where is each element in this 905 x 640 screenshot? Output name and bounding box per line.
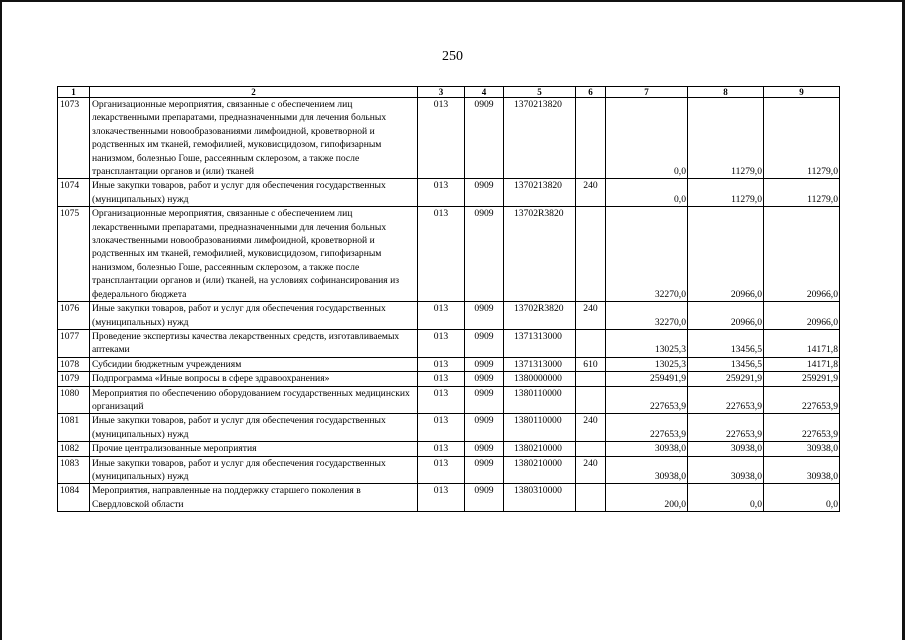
line-number-cell: 1081 [58,414,90,442]
line-number-cell: 1074 [58,179,90,207]
admin-code-cell: 013 [418,98,465,179]
col-header-1: 1 [58,87,90,98]
expense-type-cell: 240 [576,302,606,330]
col-header-2: 2 [90,87,418,98]
expense-type-cell [576,442,606,456]
table-row [58,456,840,484]
admin-code-cell: 013 [418,372,465,386]
section-code-cell: 0909 [465,179,504,207]
table-row [58,329,840,357]
target-code-cell: 13702R3820 [504,207,576,302]
table-row [58,207,840,302]
amount-col7-cell: 13025,3 [606,329,688,357]
amount-col7-cell: 32270,0 [606,207,688,302]
expense-type-cell: 240 [576,456,606,484]
admin-code-cell: 013 [418,414,465,442]
expense-type-cell [576,484,606,512]
amount-col9-cell: 227653,9 [764,386,840,414]
amount-col9-cell: 11279,0 [764,98,840,179]
expense-name-cell: Организационные мероприятия, связанные с обеспечением лиц лекарственными препаратами, предназначенными для лечения больных злокачественными новообразованиями лимфоидной, кроветворной и родственных им тканей, гемофилией, муковисцидозом, гипофизарным нанизмом, болезнью Гоше, рассеянным склерозом, а также после трансплантации органов и (или) тканей [90,98,418,179]
col-header-5: 5 [504,87,576,98]
amount-col7-cell: 0,0 [606,179,688,207]
amount-col9-cell: 30938,0 [764,442,840,456]
admin-code-cell: 013 [418,442,465,456]
target-code-cell: 1370213820 [504,179,576,207]
table-row [58,442,840,456]
expense-name-cell: Иные закупки товаров, работ и услуг для обеспечения государственных (муниципальных) нужд [90,456,418,484]
table-row [58,302,840,330]
amount-col8-cell: 13456,5 [688,329,764,357]
scan-border-left [0,0,2,640]
amount-col7-cell: 259491,9 [606,372,688,386]
admin-code-cell: 013 [418,386,465,414]
line-number-cell: 1084 [58,484,90,512]
table-row [58,484,840,512]
amount-col9-cell: 259291,9 [764,372,840,386]
target-code-cell: 1380310000 [504,484,576,512]
column-number-header [58,87,840,98]
expense-name-cell: Организационные мероприятия, связанные с обеспечением лиц лекарственными препаратами, предназначенными для лечения больных злокачественными новообразованиями лимфоидной, кроветворной и родственных им тканей, гемофилией, муковисцидозом, гипофизарным нанизмом, болезнью Гоше, рассеянным склерозом, а также после трансплантации органов и (или) тканей, на условиях софинансирования из федерального бюджета [90,207,418,302]
table-row [58,179,840,207]
section-code-cell: 0909 [465,414,504,442]
admin-code-cell: 013 [418,357,465,371]
expense-name-cell: Иные закупки товаров, работ и услуг для обеспечения государственных (муниципальных) нужд [90,302,418,330]
expense-type-cell: 240 [576,414,606,442]
section-code-cell: 0909 [465,484,504,512]
expense-name-cell: Иные закупки товаров, работ и услуг для обеспечения государственных (муниципальных) нужд [90,179,418,207]
col-header-4: 4 [465,87,504,98]
expense-type-cell [576,207,606,302]
admin-code-cell: 013 [418,207,465,302]
section-code-cell: 0909 [465,98,504,179]
col-header-9: 9 [764,87,840,98]
expense-name-cell: Подпрограмма «Иные вопросы в сфере здравоохранения» [90,372,418,386]
line-number-cell: 1080 [58,386,90,414]
table-row [58,414,840,442]
admin-code-cell: 013 [418,302,465,330]
col-header-6: 6 [576,87,606,98]
expense-name-cell: Мероприятия по обеспечению оборудованием государственных медицинских организаций [90,386,418,414]
amount-col8-cell: 11279,0 [688,98,764,179]
expense-type-cell: 610 [576,357,606,371]
amount-col8-cell: 227653,9 [688,386,764,414]
expense-name-cell: Иные закупки товаров, работ и услуг для обеспечения государственных (муниципальных) нужд [90,414,418,442]
col-header-8: 8 [688,87,764,98]
budget-table-body [58,98,840,512]
amount-col8-cell: 0,0 [688,484,764,512]
table-row [58,386,840,414]
line-number-cell: 1073 [58,98,90,179]
expense-name-cell: Мероприятия, направленные на поддержку старшего поколения в Свердловской области [90,484,418,512]
section-code-cell: 0909 [465,386,504,414]
amount-col7-cell: 13025,3 [606,357,688,371]
expense-type-cell [576,329,606,357]
expense-type-cell [576,98,606,179]
target-code-cell: 1380210000 [504,456,576,484]
amount-col9-cell: 11279,0 [764,179,840,207]
amount-col8-cell: 13456,5 [688,357,764,371]
scan-border-top [0,0,905,2]
line-number-cell: 1075 [58,207,90,302]
expense-type-cell: 240 [576,179,606,207]
admin-code-cell: 013 [418,484,465,512]
amount-col8-cell: 30938,0 [688,442,764,456]
table-row [58,98,840,179]
amount-col8-cell: 20966,0 [688,207,764,302]
expense-type-cell [576,386,606,414]
section-code-cell: 0909 [465,207,504,302]
amount-col8-cell: 30938,0 [688,456,764,484]
line-number-cell: 1079 [58,372,90,386]
table-row [58,357,840,371]
admin-code-cell: 013 [418,456,465,484]
amount-col7-cell: 227653,9 [606,414,688,442]
section-code-cell: 0909 [465,357,504,371]
amount-col7-cell: 200,0 [606,484,688,512]
target-code-cell: 1380110000 [504,414,576,442]
amount-col9-cell: 20966,0 [764,207,840,302]
amount-col7-cell: 30938,0 [606,442,688,456]
expense-name-cell: Субсидии бюджетным учреждениям [90,357,418,371]
col-header-3: 3 [418,87,465,98]
line-number-cell: 1077 [58,329,90,357]
amount-col9-cell: 14171,8 [764,329,840,357]
admin-code-cell: 013 [418,329,465,357]
section-code-cell: 0909 [465,456,504,484]
line-number-cell: 1082 [58,442,90,456]
amount-col8-cell: 11279,0 [688,179,764,207]
line-number-cell: 1083 [58,456,90,484]
expense-type-cell [576,372,606,386]
line-number-cell: 1076 [58,302,90,330]
section-code-cell: 0909 [465,372,504,386]
expense-name-cell: Прочие централизованные мероприятия [90,442,418,456]
target-code-cell: 1380110000 [504,386,576,414]
amount-col8-cell: 259291,9 [688,372,764,386]
target-code-cell: 1380000000 [504,372,576,386]
col-header-7: 7 [606,87,688,98]
amount-col7-cell: 0,0 [606,98,688,179]
admin-code-cell: 013 [418,179,465,207]
amount-col8-cell: 227653,9 [688,414,764,442]
amount-col9-cell: 0,0 [764,484,840,512]
page-number: 250 [442,49,463,64]
expense-name-cell: Проведение экспертизы качества лекарственных средств, изготавливаемых аптеками [90,329,418,357]
target-code-cell: 1371313000 [504,329,576,357]
section-code-cell: 0909 [465,302,504,330]
section-code-cell: 0909 [465,329,504,357]
amount-col7-cell: 227653,9 [606,386,688,414]
target-code-cell: 1371313000 [504,357,576,371]
amount-col9-cell: 14171,8 [764,357,840,371]
line-number-cell: 1078 [58,357,90,371]
amount-col9-cell: 20966,0 [764,302,840,330]
amount-col9-cell: 227653,9 [764,414,840,442]
amount-col7-cell: 30938,0 [606,456,688,484]
section-code-cell: 0909 [465,442,504,456]
target-code-cell: 1370213820 [504,98,576,179]
amount-col7-cell: 32270,0 [606,302,688,330]
amount-col8-cell: 20966,0 [688,302,764,330]
target-code-cell: 13702R3820 [504,302,576,330]
amount-col9-cell: 30938,0 [764,456,840,484]
table-row [58,372,840,386]
budget-table [57,86,840,512]
target-code-cell: 1380210000 [504,442,576,456]
